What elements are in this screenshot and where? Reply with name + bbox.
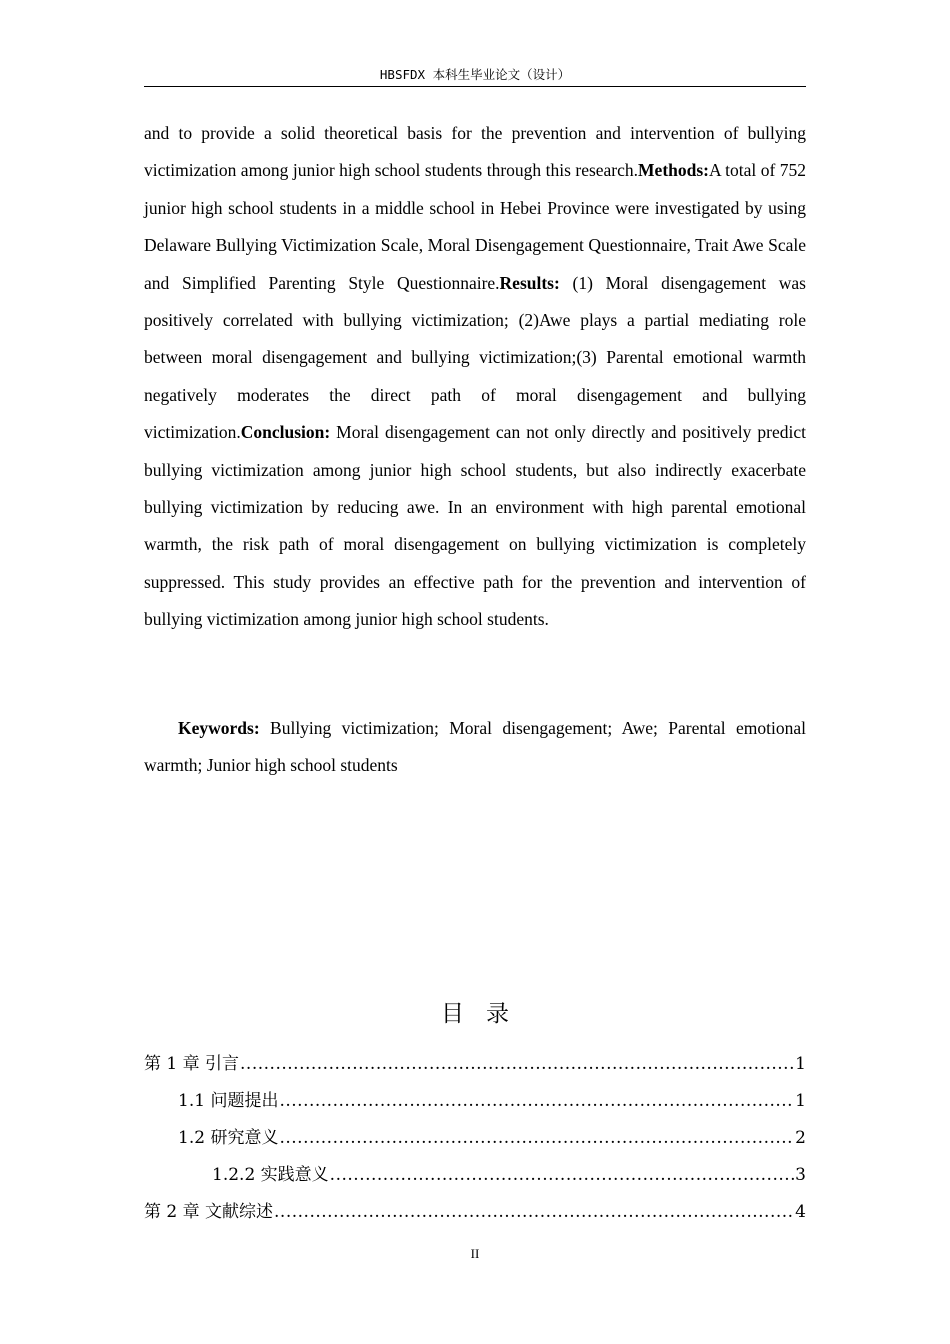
conclusion-label: Conclusion: (240, 422, 331, 443)
toc-dot-leader (279, 1120, 794, 1157)
keywords-paragraph (144, 710, 806, 785)
toc-entry-page: 1 (795, 1054, 806, 1074)
toc-entry[interactable] (144, 1157, 806, 1194)
toc-entry[interactable] (144, 1083, 806, 1120)
toc-dot-leader (240, 1046, 794, 1083)
methods-label: Methods: (638, 160, 709, 181)
conclusion-text: Moral disengagement can not only directly and positively predict bullying victimization among junior high school students, but also indirectly exacerbate bullying victimization by reducing awe. In an environment with high parental emotional warmth, the risk path of moral disengagement on bullying victimization is completely suppressed. This study provides an effective path for the prevention and intervention of bullying victimization among junior high school students. (144, 422, 806, 630)
toc-entry-page: 3 (795, 1165, 806, 1185)
toc-entry[interactable] (144, 1120, 806, 1157)
toc-entry-label: 1.2 研究意义 (178, 1128, 279, 1148)
toc-entry-label: 第 1 章 引言 (144, 1054, 240, 1074)
toc-entry-page: 1 (795, 1091, 806, 1111)
results-text: (1) Moral disengagement was positively correlated with bullying victimization; (2)Awe plays a partial mediating role between moral disengagement and bullying victimization;(3) Parental emotional warmth negatively moderates the direct path of moral disengagement and bullying victimization. (144, 272, 806, 443)
running-header: HBSFDX 本科生毕业论文（设计） (144, 64, 806, 87)
keywords-label: Keywords: (178, 718, 260, 738)
toc-entry-label: 1.2.2 实践意义 (212, 1165, 329, 1185)
page-number: II (470, 1246, 480, 1261)
keywords-text: Bullying victimization; Moral disengagement; Awe; Parental emotional warmth; Junior high school students (144, 718, 806, 776)
toc-entry-label: 第 2 章 文献综述 (144, 1202, 274, 1222)
methods-text: A total of 752 junior high school students in a middle school in Hebei Province were investigated by using Delaware Bullying Victimization Scale, Moral Disengagement Questionnaire, Trait Awe Scale and Simplified Parenting Style Questionnaire. (144, 160, 806, 293)
toc-entry-page: 4 (795, 1202, 806, 1222)
abstract-intro: and to provide a solid theoretical basis for the prevention and intervention of bullying victimization among junior high school students through this research. (144, 123, 806, 181)
toc-entry[interactable] (144, 1194, 806, 1231)
toc-dot-leader (274, 1194, 794, 1231)
toc-title: 目录 (441, 1001, 531, 1027)
toc-entry[interactable] (144, 1046, 806, 1083)
table-of-contents (144, 1046, 806, 1231)
toc-entry-page: 2 (795, 1128, 806, 1148)
abstract-paragraph (144, 115, 806, 639)
toc-dot-leader (279, 1083, 794, 1120)
toc-entry-label: 1.1 问题提出 (178, 1091, 279, 1111)
results-label: Results: (499, 272, 560, 293)
toc-dot-leader (330, 1157, 795, 1194)
